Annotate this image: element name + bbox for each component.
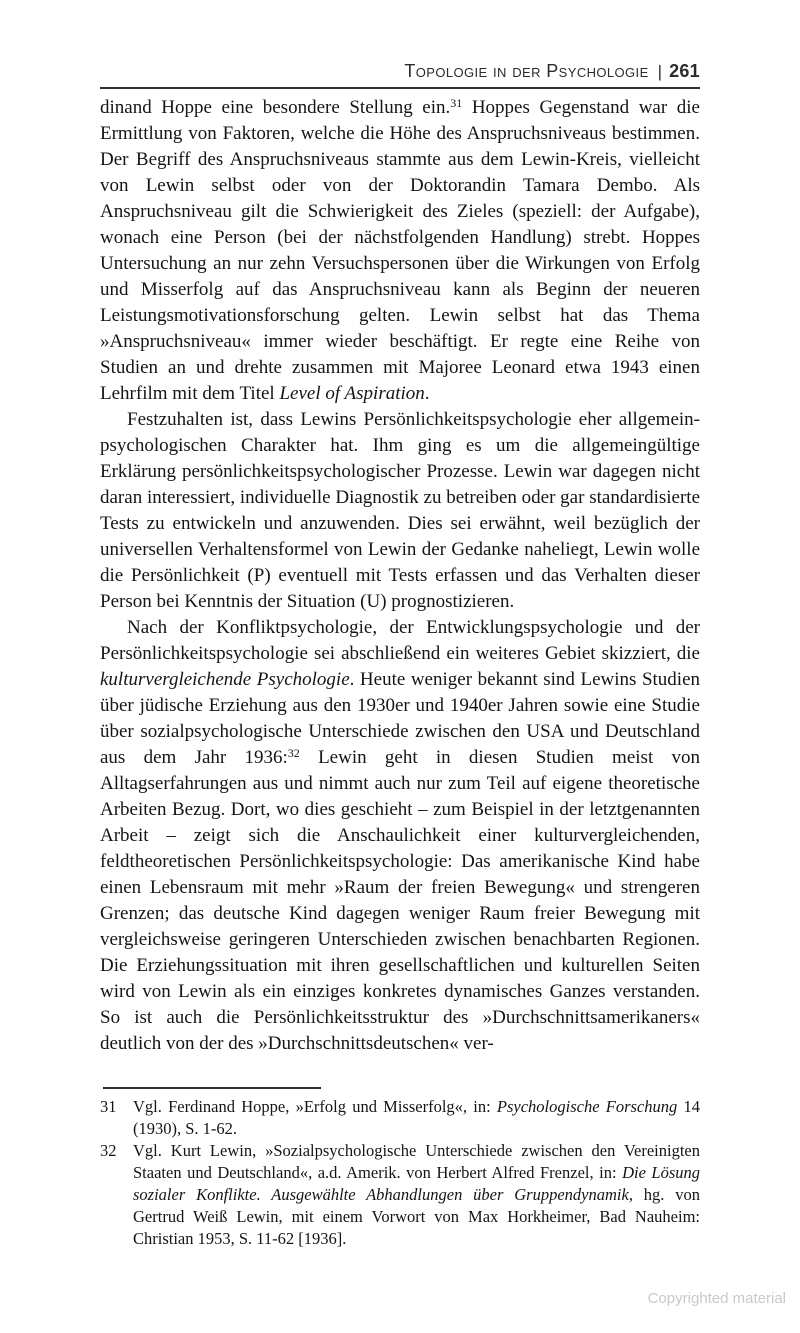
footnote-32 — [100, 1140, 700, 1250]
header-rule — [100, 87, 700, 89]
footnote-number: 31 — [100, 1097, 117, 1116]
header-separator: | — [657, 62, 663, 81]
footnote-text: Vgl. Ferdinand Hoppe, »Erfolg und Misserfolg«, in: Psychologische Forschung 14 (1930), S. 1-62. — [133, 1097, 700, 1138]
chapter-title: Topologie in der Psychologie — [404, 61, 649, 81]
footnote-separator-rule — [103, 1087, 321, 1089]
footnote-31 — [100, 1096, 700, 1140]
page-number: 261 — [669, 61, 700, 81]
footnotes — [100, 1096, 700, 1250]
copyright-watermark: Copyrighted material — [647, 1290, 786, 1307]
body-text — [100, 95, 700, 1057]
paragraph-1: dinand Hoppe eine besondere Stellung ein.$^{31}$ Hoppes Gegenstand war die Ermittlung von Faktoren, welche die Höhe des Anspruchsniveaus bestimmen. Der Begriff des Anspruchsniveaus stammte aus dem Lewin-Kreis, vielleicht von Lewin selbst oder von der Doktorandin Tamara Dembo. Als Anspruchsniveau gilt die Schwierigkeit des Zieles (speziell: der Aufgabe), wonach eine Person (bei der nächstfolgenden Handlung) strebt. Hoppes Untersuchung an nur zehn Versuchspersonen über die Wirkungen von Erfolg und Misserfolg auf das Anspruchsniveau kann als Beginn der neueren Leistungsmotivationsforschung gelten. Lewin selbst hat das Thema »Anspruchsniveau« immer wieder beschäftigt. Er regte eine Reihe von Studien an und drehte zusammen mit Majoree Leonard etwa 1943 einen Lehrfilm mit dem Titel Level of Aspiration. — [100, 96, 700, 404]
running-header — [100, 61, 700, 82]
footnote-reference: 31 — [450, 96, 463, 110]
paragraph-2: Festzuhalten ist, dass Lewins Persönlichkeitspsychologie eher allgemein-psychologischen Charakter hat. Ihm ging es um die allgemeingültige Erklärung persönlichkeitspsychologischer Prozesse. Lewin war dagegen nicht daran interessiert, individuelle Diagnostik zu betreiben oder gar standardisierte Tests zu entwickeln und anzuwenden. Dies sei erwähnt, weil bezüglich der universellen Verhaltensformel von Lewin der Gedanke naheliegt, Lewin wolle die Persönlichkeit (P) eventuell mit Tests erfassen und das Verhalten dieser Person bei Kenntnis der Situation (U) prognostizieren. — [100, 409, 700, 612]
footnote-reference: 32 — [287, 746, 300, 760]
footnote-number: 32 — [100, 1141, 117, 1160]
footnote-text: Vgl. Kurt Lewin, »Sozialpsychologische Unterschiede zwischen den Vereinigten Staaten und Deutschland«, a.d. Amerik. von Herbert Alfred Frenzel, in: Die Lösung sozialer Konflikte. Ausgewählte Abhandlungen über Gruppendynamik, hg. von Gertrud Weiß Lewin, mit einem Vorwort von Max Horkheimer, Bad Nauheim: Christian 1953, S. 11-62 [1936]. — [133, 1141, 701, 1248]
paragraph-3: Nach der Konfliktpsychologie, der Entwicklungspsychologie und der Persönlichkeitspsychologie sei abschließend ein weiteres Gebiet skizziert, die kulturvergleichende Psychologie. Heute weniger bekannt sind Lewins Studien über jüdische Erziehung aus den 1930er und 1940er Jahren sowie eine Studie über sozialpsychologische Unterschiede zwischen den USA und Deutschland aus dem Jahr 1936:$^{32}$ Lewin geht in diesen Studien meist von Alltagserfahrungen aus und nimmt auch nur zum Teil auf eigene theoretische Arbeiten Bezug. Dort, wo dies geschieht – zum Beispiel in der letztgenannten Arbeit – zeigt sich die Anschaulichkeit einer kulturvergleichenden, feldtheoretischen Persönlichkeitspsychologie: Das amerikanische Kind habe einen Lebensraum mit mehr »Raum der freien Bewegung« und strengeren Grenzen; das deutsche Kind dagegen weniger Raum freier Bewegung mit vergleichsweise geringeren Unterschieden zwischen benachbarten Regionen. Die Erziehungssituation mit ihren gesellschaftlichen und kulturellen Seiten wird von Lewin als ein einziges konkretes dynamisches Ganzes verstanden. So ist auch die Persönlichkeitsstruktur des »Durchschnittsamerikaners« deutlich von der des »Durchschnittsdeutschen« ver- — [100, 617, 700, 1054]
